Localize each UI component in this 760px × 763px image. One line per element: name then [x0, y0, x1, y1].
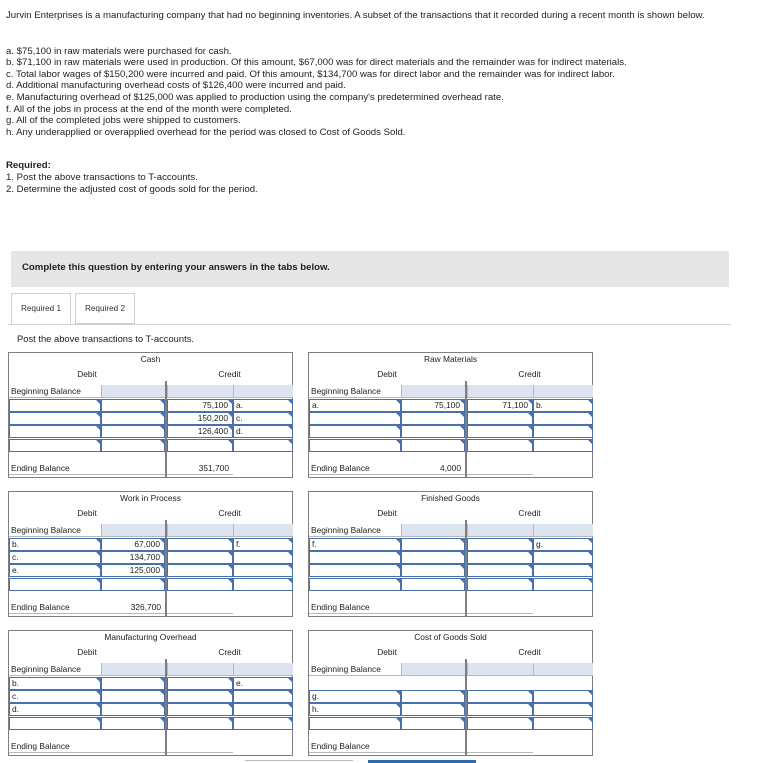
input-flag-icon [396, 579, 400, 583]
credit-header: Credit [218, 647, 241, 657]
credit-header: Credit [218, 369, 241, 379]
ending-balance-label: Ending Balance [309, 601, 401, 614]
t-divider [165, 659, 167, 755]
debit-label-input[interactable] [9, 425, 101, 438]
beginning-balance-debit [401, 524, 465, 537]
input-flag-icon [460, 565, 464, 569]
input-flag-icon [460, 400, 464, 404]
input-flag-icon [588, 440, 592, 444]
ending-balance-debit [401, 601, 465, 614]
input-flag-icon [228, 440, 232, 444]
ending-balance-label: Ending Balance [9, 462, 101, 475]
debit-value-input[interactable] [101, 690, 165, 703]
input-flag-icon [160, 539, 164, 543]
transaction-item: c. Total labor wages of $150,200 were incurred and paid. Of this amount, $134,700 was for direct labor and the remainder was for indirect labor. [6, 68, 615, 80]
credit-label-input[interactable] [533, 690, 593, 703]
account-title: Work in Process [120, 493, 181, 503]
input-flag-icon [228, 579, 232, 583]
debit-label-input[interactable] [9, 439, 101, 452]
debit-value-input[interactable] [401, 412, 465, 425]
spacer [309, 677, 401, 690]
debit-label-input[interactable] [309, 439, 401, 452]
credit-value-input[interactable] [167, 564, 233, 577]
debit-header: Debit [377, 508, 397, 518]
input-flag-icon [528, 552, 532, 556]
credit-label-input[interactable] [233, 439, 293, 452]
t-divider [165, 381, 167, 477]
input-flag-icon [160, 552, 164, 556]
input-flag-icon [288, 704, 292, 708]
transaction-list [6, 46, 746, 139]
beginning-balance-label: Beginning Balance [9, 524, 101, 537]
credit-value-input[interactable] [467, 538, 533, 551]
beginning-balance-credit [467, 663, 533, 676]
tab-required-2[interactable]: Required 2 [75, 293, 135, 324]
problem-statement [6, 10, 746, 195]
input-flag-icon [160, 718, 164, 722]
account-title: Manufacturing Overhead [104, 632, 197, 642]
debit-label-input[interactable]: b. [9, 538, 101, 551]
input-flag-icon [96, 539, 100, 543]
ending-balance-debit [101, 462, 165, 475]
input-flag-icon [160, 579, 164, 583]
beginning-balance-label: Beginning Balance [309, 385, 401, 398]
beginning-balance-credit-label [233, 524, 293, 537]
beginning-balance-credit [167, 385, 233, 398]
tab-divider [8, 324, 731, 325]
input-flag-icon [96, 552, 100, 556]
input-flag-icon [396, 413, 400, 417]
debit-header: Debit [77, 508, 97, 518]
input-flag-icon [528, 718, 532, 722]
input-flag-icon [160, 704, 164, 708]
debit-label-input[interactable]: a. [309, 399, 401, 412]
transaction-item: f. All of the jobs in process at the end of the month were completed. [6, 103, 292, 115]
ending-balance-credit [467, 601, 533, 614]
input-flag-icon [460, 539, 464, 543]
input-flag-icon [288, 426, 292, 430]
tab-required-1[interactable]: Required 1 [11, 293, 71, 324]
credit-label-input[interactable] [533, 551, 593, 564]
input-flag-icon [96, 718, 100, 722]
t-account-manufacturing-overhead [8, 630, 293, 756]
credit-label-input[interactable]: d. [233, 425, 293, 438]
input-flag-icon [96, 691, 100, 695]
debit-label-input[interactable] [309, 425, 401, 438]
ending-balance-label: Ending Balance [9, 601, 101, 614]
input-flag-icon [460, 718, 464, 722]
debit-label-input[interactable] [9, 717, 101, 730]
credit-value-input[interactable] [167, 538, 233, 551]
input-flag-icon [160, 678, 164, 682]
t-account-cash [8, 352, 293, 478]
beginning-balance-credit-label [533, 385, 593, 398]
debit-value-input[interactable] [101, 717, 165, 730]
input-flag-icon [396, 691, 400, 695]
debit-value-input[interactable] [101, 412, 165, 425]
input-flag-icon [160, 565, 164, 569]
t-account-finished-goods [308, 491, 593, 617]
input-flag-icon [228, 565, 232, 569]
ending-balance-credit: 351,700 [167, 462, 233, 475]
account-title: Cash [140, 354, 161, 364]
input-flag-icon [160, 413, 164, 417]
account-title: Raw Materials [423, 354, 478, 364]
credit-label-input[interactable] [533, 425, 593, 438]
t-divider [465, 659, 467, 755]
ending-balance-label: Ending Balance [309, 740, 401, 753]
ending-balance-credit [167, 601, 233, 614]
input-flag-icon [288, 413, 292, 417]
credit-label-input[interactable] [233, 717, 293, 730]
input-flag-icon [528, 413, 532, 417]
beginning-balance-credit-label [533, 663, 593, 676]
input-flag-icon [160, 426, 164, 430]
credit-value-input[interactable] [167, 703, 233, 716]
credit-header: Credit [518, 647, 541, 657]
input-flag-icon [96, 440, 100, 444]
account-title: Cost of Goods Sold [414, 632, 487, 642]
credit-label-input[interactable]: c. [233, 412, 293, 425]
credit-label-input[interactable] [233, 564, 293, 577]
debit-value-input[interactable] [401, 538, 465, 551]
input-flag-icon [588, 565, 592, 569]
debit-label-input[interactable] [309, 564, 401, 577]
beginning-balance-label: Beginning Balance [9, 663, 101, 676]
required-heading: Required: [6, 160, 51, 172]
input-flag-icon [228, 678, 232, 682]
ending-balance-label: Ending Balance [309, 462, 401, 475]
ending-balance-debit: 4,000 [401, 462, 465, 475]
input-flag-icon [460, 579, 464, 583]
input-flag-icon [288, 579, 292, 583]
credit-value-input[interactable] [467, 717, 533, 730]
t-divider [465, 381, 467, 477]
t-account-work-in-process [8, 491, 293, 617]
debit-label-input[interactable]: h. [309, 703, 401, 716]
credit-value-input[interactable] [467, 551, 533, 564]
credit-label-input[interactable] [533, 564, 593, 577]
input-flag-icon [288, 440, 292, 444]
input-flag-icon [588, 539, 592, 543]
debit-label-input[interactable]: d. [9, 703, 101, 716]
input-flag-icon [588, 426, 592, 430]
debit-header: Debit [377, 647, 397, 657]
credit-value-input[interactable] [167, 717, 233, 730]
credit-label-input[interactable] [533, 717, 593, 730]
debit-value-input[interactable] [401, 578, 465, 591]
input-flag-icon [588, 552, 592, 556]
debit-value-input[interactable] [401, 690, 465, 703]
credit-label-input[interactable] [233, 690, 293, 703]
input-flag-icon [96, 678, 100, 682]
beginning-balance-debit [101, 385, 165, 398]
debit-value-input[interactable] [101, 578, 165, 591]
input-flag-icon [528, 440, 532, 444]
debit-value-input[interactable]: 125,000 [101, 564, 165, 577]
credit-header: Credit [218, 508, 241, 518]
credit-label-input[interactable]: f. [233, 538, 293, 551]
debit-label-input[interactable] [309, 412, 401, 425]
tab-instructions: Post the above transactions to T-accounts. [17, 333, 195, 344]
input-flag-icon [528, 565, 532, 569]
ending-balance-credit [467, 462, 533, 475]
input-flag-icon [528, 579, 532, 583]
input-flag-icon [228, 552, 232, 556]
input-flag-icon [460, 440, 464, 444]
debit-value-input[interactable] [101, 399, 165, 412]
beginning-balance-credit-label [533, 524, 593, 537]
debit-value-input[interactable] [401, 439, 465, 452]
beginning-balance-credit [167, 663, 233, 676]
input-flag-icon [460, 413, 464, 417]
ending-balance-credit [467, 740, 533, 753]
debit-value-input[interactable] [401, 425, 465, 438]
t-divider [465, 520, 467, 616]
debit-value-input[interactable] [101, 677, 165, 690]
credit-label-input[interactable]: a. [233, 399, 293, 412]
input-flag-icon [396, 426, 400, 430]
beginning-balance-label: Beginning Balance [309, 663, 401, 676]
credit-label-input[interactable] [233, 551, 293, 564]
input-flag-icon [160, 440, 164, 444]
input-flag-icon [228, 426, 232, 430]
credit-label-input[interactable]: e. [233, 677, 293, 690]
input-flag-icon [396, 400, 400, 404]
input-flag-icon [588, 579, 592, 583]
debit-label-input[interactable]: c. [9, 690, 101, 703]
beginning-balance-label: Beginning Balance [309, 524, 401, 537]
input-flag-icon [96, 704, 100, 708]
beginning-balance-credit-label [233, 663, 293, 676]
input-flag-icon [588, 691, 592, 695]
credit-header: Credit [518, 508, 541, 518]
input-flag-icon [160, 691, 164, 695]
input-flag-icon [528, 400, 532, 404]
credit-value-input[interactable]: 75,100 [167, 399, 233, 412]
input-flag-icon [96, 426, 100, 430]
credit-value-input[interactable] [167, 690, 233, 703]
account-title: Finished Goods [421, 493, 480, 503]
credit-label-input[interactable] [233, 703, 293, 716]
credit-value-input[interactable] [467, 690, 533, 703]
debit-value-input[interactable] [101, 703, 165, 716]
beginning-balance-label: Beginning Balance [9, 385, 101, 398]
debit-label-input[interactable] [309, 717, 401, 730]
input-flag-icon [96, 579, 100, 583]
input-flag-icon [460, 552, 464, 556]
credit-label-input[interactable]: b. [533, 399, 593, 412]
credit-value-input[interactable] [467, 412, 533, 425]
debit-value-input[interactable] [101, 425, 165, 438]
debit-value-input[interactable]: 134,700 [101, 551, 165, 564]
input-flag-icon [396, 565, 400, 569]
transaction-item: b. $71,100 in raw materials were used in production. Of this amount, $67,000 was for direct materials and the remainder was for indirect materials. [6, 57, 627, 69]
credit-header: Credit [518, 369, 541, 379]
debit-label-input[interactable] [9, 578, 101, 591]
instruction-banner: Complete this question by entering your answers in the tabs below. [11, 251, 729, 287]
input-flag-icon [228, 691, 232, 695]
input-flag-icon [288, 691, 292, 695]
credit-label-input[interactable] [533, 412, 593, 425]
debit-label-input[interactable] [9, 399, 101, 412]
input-flag-icon [396, 440, 400, 444]
credit-label-input[interactable] [533, 439, 593, 452]
input-flag-icon [288, 678, 292, 682]
input-flag-icon [528, 691, 532, 695]
beginning-balance-credit-label [233, 385, 293, 398]
debit-value-input[interactable]: 67,000 [101, 538, 165, 551]
credit-value-input[interactable] [467, 564, 533, 577]
input-flag-icon [228, 704, 232, 708]
credit-value-input[interactable]: 150,200 [167, 412, 233, 425]
debit-label-input[interactable] [309, 551, 401, 564]
input-flag-icon [228, 400, 232, 404]
ending-balance-label: Ending Balance [9, 740, 101, 753]
input-flag-icon [460, 426, 464, 430]
input-flag-icon [460, 704, 464, 708]
credit-value-input[interactable] [467, 439, 533, 452]
beginning-balance-credit [467, 385, 533, 398]
input-flag-icon [588, 718, 592, 722]
ending-balance-debit [101, 740, 165, 753]
required-item: 1. Post the above transactions to T-accounts. [6, 171, 198, 183]
debit-value-input[interactable] [401, 703, 465, 716]
transaction-item: d. Additional manufacturing overhead costs of $126,400 were incurred and paid. [6, 80, 346, 92]
input-flag-icon [96, 565, 100, 569]
input-flag-icon [588, 413, 592, 417]
input-flag-icon [288, 539, 292, 543]
input-flag-icon [396, 704, 400, 708]
t-divider [165, 520, 167, 616]
input-flag-icon [528, 426, 532, 430]
beginning-balance-debit [401, 385, 465, 398]
credit-label-input[interactable] [233, 578, 293, 591]
required-item: 2. Determine the adjusted cost of goods sold for the period. [6, 183, 258, 195]
transaction-item: e. Manufacturing overhead of $125,000 was applied to production using the company's predetermined overhead rate. [6, 91, 504, 103]
input-flag-icon [588, 400, 592, 404]
ending-balance-debit [401, 740, 465, 753]
input-flag-icon [228, 539, 232, 543]
ending-balance-debit: 326,700 [101, 601, 165, 614]
debit-label-input[interactable]: b. [9, 677, 101, 690]
transaction-item: h. Any underapplied or overapplied overhead for the period was closed to Cost of Goods Sold. [6, 126, 406, 138]
input-flag-icon [228, 718, 232, 722]
input-flag-icon [460, 691, 464, 695]
credit-value-input[interactable] [167, 439, 233, 452]
input-flag-icon [228, 413, 232, 417]
credit-value-input[interactable] [467, 703, 533, 716]
t-account-cost-of-goods-sold [308, 630, 593, 756]
debit-label-input[interactable]: c. [9, 551, 101, 564]
beginning-balance-credit [167, 524, 233, 537]
beginning-balance-credit [467, 524, 533, 537]
problem-intro: Jurvin Enterprises is a manufacturing company that had no beginning inventories. A subset of the transactions that it recorded during a recent month is shown below. [6, 10, 705, 21]
t-account-raw-materials [308, 352, 593, 478]
input-flag-icon [160, 400, 164, 404]
debit-header: Debit [77, 647, 97, 657]
input-flag-icon [288, 718, 292, 722]
transaction-item: a. $75,100 in raw materials were purchased for cash. [6, 45, 232, 57]
debit-label-input[interactable] [9, 412, 101, 425]
ending-balance-credit [167, 740, 233, 753]
input-flag-icon [288, 400, 292, 404]
debit-label-input[interactable]: f. [309, 538, 401, 551]
debit-header: Debit [377, 369, 397, 379]
beginning-balance-debit [101, 663, 165, 676]
beginning-balance-debit [401, 663, 465, 676]
input-flag-icon [288, 565, 292, 569]
credit-value-input[interactable] [467, 425, 533, 438]
credit-value-input[interactable] [467, 578, 533, 591]
credit-label-input[interactable] [533, 703, 593, 716]
input-flag-icon [528, 539, 532, 543]
debit-header: Debit [77, 369, 97, 379]
credit-label-input[interactable]: g. [533, 538, 593, 551]
transaction-item: g. All of the completed jobs were shipped to customers. [6, 115, 241, 127]
credit-value-input[interactable] [167, 677, 233, 690]
credit-value-input[interactable] [167, 551, 233, 564]
debit-value-input[interactable] [401, 717, 465, 730]
input-flag-icon [528, 704, 532, 708]
debit-value-input[interactable]: 75,100 [401, 399, 465, 412]
credit-value-input[interactable]: 71,100 [467, 399, 533, 412]
debit-value-input[interactable] [401, 551, 465, 564]
debit-value-input[interactable] [101, 439, 165, 452]
debit-label-input[interactable]: e. [9, 564, 101, 577]
debit-label-input[interactable]: g. [309, 690, 401, 703]
input-flag-icon [396, 552, 400, 556]
input-flag-icon [288, 552, 292, 556]
credit-label-input[interactable] [533, 578, 593, 591]
debit-value-input[interactable] [401, 564, 465, 577]
credit-value-input[interactable] [167, 578, 233, 591]
input-flag-icon [96, 400, 100, 404]
beginning-balance-debit [101, 524, 165, 537]
input-flag-icon [96, 413, 100, 417]
input-flag-icon [396, 539, 400, 543]
input-flag-icon [396, 718, 400, 722]
debit-label-input[interactable] [309, 578, 401, 591]
credit-value-input[interactable]: 126,400 [167, 425, 233, 438]
input-flag-icon [588, 704, 592, 708]
